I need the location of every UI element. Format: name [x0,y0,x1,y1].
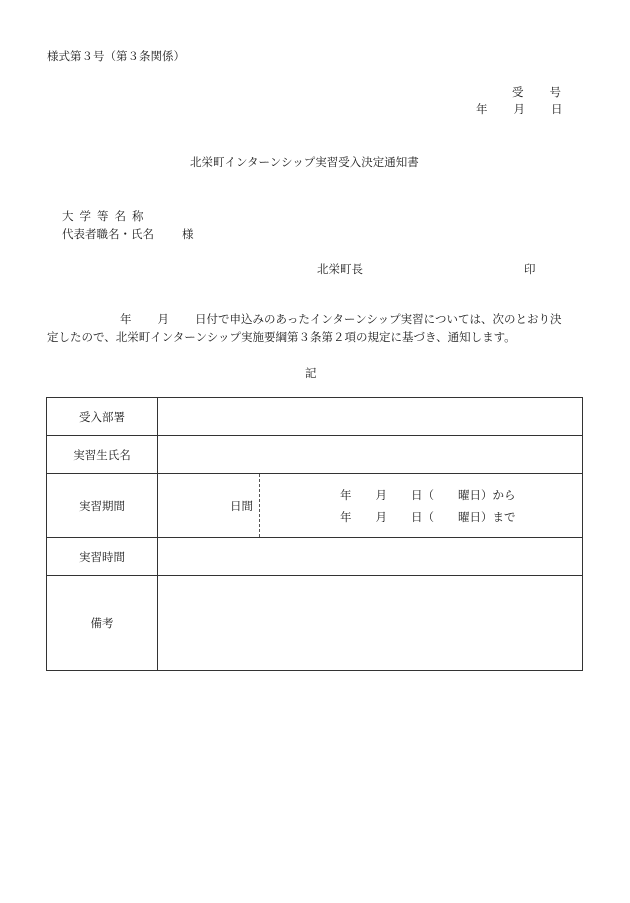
receipt-label: 受 [512,85,524,99]
representative-label: 代表者職名・氏名 [62,227,154,241]
honorific: 様 [182,227,194,241]
table-row [47,576,583,671]
body-year: 年 [120,312,132,326]
period-label: 実習期間 [47,474,158,538]
ki-marker: 記 [305,366,317,380]
from-suffix: から [492,487,516,502]
receipt-number-label: 号 [549,85,561,99]
details-table [46,397,583,671]
days-count-field[interactable] [158,474,260,537]
remarks-field[interactable] [158,576,583,671]
remarks-label: 備考 [47,576,158,671]
table-row [47,436,583,474]
notice-body [47,310,587,346]
hours-label: 実習時間 [47,538,158,576]
trainee-field[interactable] [158,436,583,474]
issue-day-label: 日 [551,102,563,116]
body-line1-text: 日付で申込みのあったインターンシップ実習については、次のとおり決 [195,312,562,326]
days-label: 日間 [230,498,253,513]
hours-field[interactable] [158,538,583,576]
university-name-label: 大学等名称 [62,209,150,223]
from-weekday: 曜日） [458,487,493,502]
representative-line [62,226,194,242]
issue-year-label: 年 [476,102,488,116]
to-month: 月 [375,509,387,524]
period-field[interactable] [158,474,583,538]
table-row [47,538,583,576]
body-line-2: 定したので、北栄町インターンシップ実施要綱第３条第２項の規定に基づき、通知します。 [47,330,516,344]
issue-date-line [476,101,563,117]
department-label: 受入部署 [47,398,158,436]
period-to-line [340,506,582,528]
to-day: 日（ [411,509,434,524]
from-year: 年 [340,487,352,502]
sender-name: 北栄町長 [317,262,363,276]
from-day: 日（ [411,487,434,502]
trainee-label: 実習生氏名 [47,436,158,474]
period-dates [260,474,582,537]
table-row [47,474,583,538]
issue-month-label: 月 [513,102,525,116]
department-field[interactable] [158,398,583,436]
period-from-line [340,484,582,506]
to-suffix: まで [492,509,516,524]
table-row [47,398,583,436]
to-year: 年 [340,509,352,524]
form-number: 様式第３号（第３条関係） [47,49,185,63]
from-month: 月 [375,487,387,502]
receipt-number-line [512,84,561,100]
to-weekday: 曜日） [458,509,493,524]
seal-mark: 印 [524,262,536,276]
document-title: 北栄町インターンシップ実習受入決定通知書 [190,155,419,169]
body-month: 月 [157,312,169,326]
body-line-1 [47,310,587,328]
